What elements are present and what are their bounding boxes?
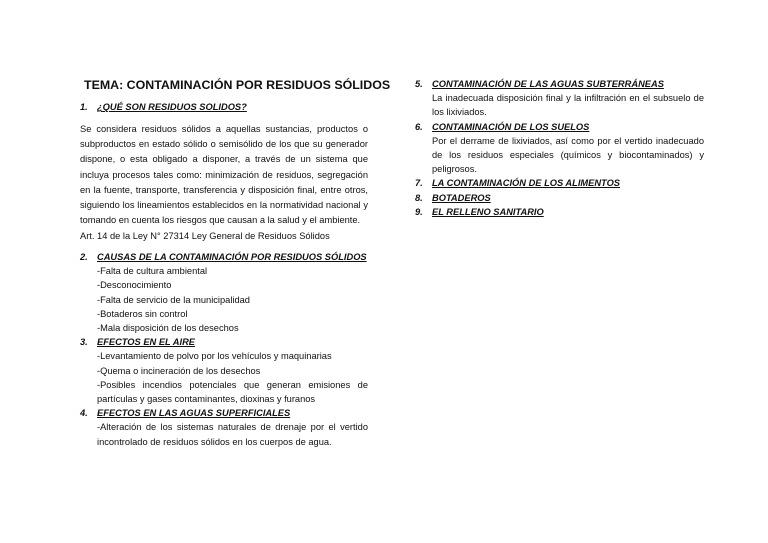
section-number: 8. (415, 192, 423, 203)
list-item: -Falta de cultura ambiental (97, 266, 208, 277)
section-heading: LA CONTAMINACIÓN DE LOS ALIMENTOS (432, 178, 620, 189)
section-number: 6. (415, 121, 423, 132)
section-heading: EL RELLENO SANITARIO (432, 206, 544, 217)
right-sections (415, 77, 704, 219)
section-7-heading (415, 176, 704, 190)
list-item: -Desconocimiento (97, 280, 172, 291)
section-text: La inadecuada disposición final y la infiltración en el subsuelo de los lixiviados. (432, 93, 704, 118)
list-item: -Quema o incineración de los desechos (97, 365, 261, 376)
section-text: -Alteración de los sistemas naturales de drenaje por el vertido incontrolado de residuos sólidos en los cuerpos de agua. (97, 422, 368, 447)
section-number: 9. (415, 206, 423, 217)
section-heading: BOTADEROS (432, 192, 491, 203)
section-2 (80, 250, 368, 449)
section-2-heading (80, 250, 368, 264)
section-number: 1. (80, 102, 88, 112)
section-number: 2. (80, 252, 88, 262)
section-number: 7. (415, 178, 423, 189)
section-9-heading (415, 205, 704, 219)
section-number: 3. (80, 337, 88, 348)
section-number: 4. (80, 408, 88, 419)
list-item: -Levantamiento de polvo por los vehículos y maquinarias (97, 351, 332, 362)
page-title: TEMA: CONTAMINACIÓN POR RESIDUOS SÓLIDOS (84, 78, 391, 92)
section-6-heading (415, 120, 704, 134)
definition-paragraph: Se considera residuos sólidos a aquellas sustancias, productos o subproductos en estado sólido o semisólido de los que su generador dispone, o esta obligado a disponer, a través de un sistema que incluya procesos tales como: minimización de residuos, segregación en la fuente, transporte, transferencia y disposición final, entre otros, siguiendo los lineamientos establecidos en la normatividad nacional y tomando en cuenta los riesgos que causan a la salud y el ambiente. (80, 124, 368, 226)
section-heading: EFECTOS EN EL AIRE (97, 337, 195, 348)
section-number: 5. (415, 79, 423, 89)
section-text: Por el derrame de lixiviados, así como por el vertido inadecuado de los residuos especiales (químicos y biocontaminados) y peligrosos. (432, 135, 704, 175)
law-reference: Art. 14 de la Ley N° 27314 Ley General de Residuos Sólidos (80, 231, 330, 241)
list-item: -Falta de servicio de la municipalidad (97, 294, 250, 305)
section-5-heading (415, 77, 704, 91)
section-4-heading (80, 406, 368, 420)
section-3-heading (80, 335, 368, 349)
list-item: -Botaderos sin control (97, 308, 188, 319)
section-heading: CONTAMINACIÓN DE LAS AGUAS SUBTERRÁNEAS (432, 79, 664, 89)
section-8-heading (415, 191, 704, 205)
section-1-heading (80, 100, 247, 114)
list-item: -Mala disposición de los desechos (97, 323, 239, 334)
list-item: -Posibles incendios potenciales que generan emisiones de partículas y gases contaminantes, dioxinas y furanos (97, 379, 368, 405)
section-heading: CONTAMINACIÓN DE LOS SUELOS (432, 121, 590, 132)
section-heading: CAUSAS DE LA CONTAMINACIÓN POR RESIDUOS SÓLIDOS (97, 252, 367, 262)
section-heading: ¿QUÉ SON RESIDUOS SOLIDOS? (97, 102, 247, 112)
section-heading: EFECTOS EN LAS AGUAS SUPERFICIALES (97, 408, 291, 419)
